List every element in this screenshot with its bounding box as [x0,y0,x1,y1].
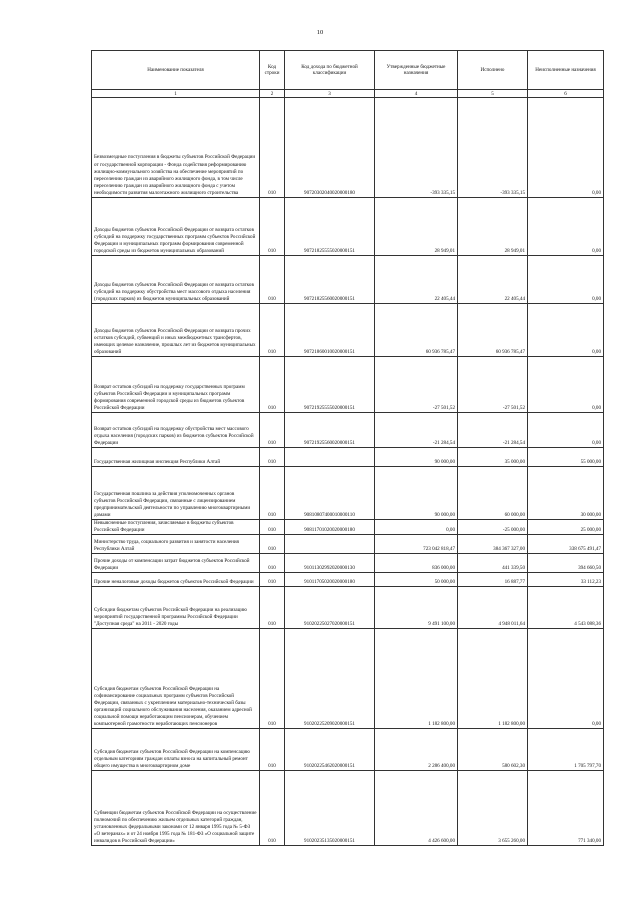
row-name: Возврат остатков субсидий на поддержку обустройства мест массового отдыха населения (городских парков) из бюджетов субъектов Российской Федерации [92,413,260,448]
table-row [92,771,604,846]
header-executed: Исполнено [458,51,528,90]
row-name: Субсидии бюджетам субъектов Российской Федерации на реализацию мероприятий государственной программы Российской Федерации "Доступная среда" на 2011 - 2020 годы [92,587,260,629]
row-unexecuted: 0,00 [528,413,604,448]
header-name: Наименование показателя [92,51,260,90]
column-number: 4 [375,90,458,98]
row-classification: 90721825555020000151 [285,198,375,256]
row-approved: 0,00 [375,520,458,535]
row-unexecuted: 55 000,00 [528,448,604,467]
row-unexecuted: 0,00 [528,198,604,256]
row-classification: 91011705020020000180 [285,573,375,587]
row-classification: 91020225462020000151 [285,729,375,771]
row-executed: -27 501,52 [458,357,528,413]
row-name: Доходы бюджетов субъектов Российской Федерации от возврата прочих остатков субсидий, субвенций и иных межбюджетных трансфертов, имеющих целевое назначение, прошлых лет из бюджетов муниципальных образований [92,304,260,357]
row-line-code: 010 [260,467,285,520]
table-row [92,198,604,256]
row-approved: 2 286 400,00 [375,729,458,771]
row-line-code: 010 [260,573,285,587]
table-row [92,256,604,304]
row-unexecuted: 0,00 [528,256,604,304]
table-row [92,587,604,629]
row-line-code: 010 [260,535,285,554]
row-approved: 60 936 785,47 [375,304,458,357]
row-name: Министерство труда, социального развития и занятости населения Республики Алтай [92,535,260,554]
row-line-code: 010 [260,357,285,413]
row-approved: 723 042 818,47 [375,535,458,554]
row-line-code: 010 [260,554,285,573]
row-line-code: 010 [260,198,285,256]
header-approved: Утвержденные бюджетные назначения [375,51,458,90]
row-unexecuted: 1 705 797,70 [528,729,604,771]
row-name: Государственная жилищная инспекция Республики Алтай [92,448,260,467]
row-name: Субвенции бюджетам субъектов Российской Федерации на осуществление полномочий по обеспечению жильем отдельных категорий граждан, установленных федеральными законами от 12 января 1995 года № 5-ФЗ «О ветеранах» и от 24 ноября 1995 года № 181-ФЗ «О социальной защите инвалидов в Российской Федерации» [92,771,260,846]
row-line-code: 010 [260,771,285,846]
table-row [92,554,604,573]
table-body [92,98,604,846]
row-name: Субсидия бюджетам субъектов Российской Федерации на компенсацию отдельным категориям граждан оплаты взноса на капитальный ремонт общего имущества в многоквартирном доме [92,729,260,771]
table-row [92,729,604,771]
row-executed: 60 000,00 [458,467,528,520]
row-line-code: 010 [260,256,285,304]
income-table [91,50,604,846]
row-approved: 9 491 100,00 [375,587,458,629]
row-approved: -393 335,15 [375,98,458,198]
row-executed: 441 339,50 [458,554,528,573]
row-unexecuted: 30 000,00 [528,467,604,520]
row-executed: 1 182 800,00 [458,629,528,729]
row-name: Прочие доходы от компенсации затрат бюджетов субъектов Российской Федерации [92,554,260,573]
row-approved: -21 284,54 [375,413,458,448]
row-unexecuted: 338 675 491,47 [528,535,604,554]
row-classification: 90811701020020000180 [285,520,375,535]
row-executed: -25 000,00 [458,520,528,535]
row-name: Безвозмездные поступления в бюджеты субъектов Российской Федерации от государственной корпорации - Фонда содействия реформированию жилищно-коммунального хозяйства на обеспечение мероприятий по переселению граждан из аварийного жилищного фонда, в том числе переселению граждан из аварийного жилищного фонда с учетом необходимости развития малоэтажного жилищного строительства [92,98,260,198]
row-name: Доходы бюджетов субъектов Российской Федерации от возврата остатков субсидий на поддержку государственных программ субъектов Российской Федерации и муниципальных программ формирования современной городской среды из бюджетов муниципальных образований [92,198,260,256]
row-line-code: 010 [260,629,285,729]
table-row [92,357,604,413]
row-unexecuted: 0,00 [528,629,604,729]
row-classification: 91020225209020000151 [285,629,375,729]
header-unexecuted: Неисполненные назначения [528,51,604,90]
row-unexecuted: 25 000,00 [528,520,604,535]
row-classification [285,448,375,467]
row-name: Возврат остатков субсидий на поддержку государственных программ субъектов Российской Федерации и муниципальных программ формирования современной городской среды из бюджетов субъектов Российской Федерации [92,357,260,413]
column-number: 3 [285,90,375,98]
row-line-code: 010 [260,448,285,467]
table-row [92,520,604,535]
row-executed: -393 335,15 [458,98,528,198]
row-name: Прочие неналоговые доходы бюджетов субъектов Российской Федерации [92,573,260,587]
row-classification: 90720302040020000180 [285,98,375,198]
row-approved: -27 501,52 [375,357,458,413]
row-approved: 90 000,00 [375,448,458,467]
row-executed: 28 949,01 [458,198,528,256]
row-unexecuted: 4 543 088,36 [528,587,604,629]
row-classification: 90721925560020000151 [285,413,375,448]
row-approved: 50 000,00 [375,573,458,587]
page-number: 10 [316,29,324,36]
row-approved: 28 949,01 [375,198,458,256]
row-unexecuted: 0,00 [528,357,604,413]
row-approved: 4 426 600,00 [375,771,458,846]
row-executed: 3 655 260,00 [458,771,528,846]
header-line-code: Код строки [260,51,285,90]
row-line-code: 010 [260,520,285,535]
table-row [92,304,604,357]
row-classification: 90721925555020000151 [285,357,375,413]
table-row [92,448,604,467]
row-classification: 90721860010020000151 [285,304,375,357]
row-executed: 4 948 011,64 [458,587,528,629]
row-unexecuted: 33 112,23 [528,573,604,587]
row-classification [285,535,375,554]
row-classification: 91011302992020000130 [285,554,375,573]
table-row [92,413,604,448]
row-unexecuted: 0,00 [528,304,604,357]
table-row [92,573,604,587]
row-approved: 90 000,00 [375,467,458,520]
row-unexecuted: 394 660,50 [528,554,604,573]
row-executed: -21 284,54 [458,413,528,448]
table-row [92,535,604,554]
row-name: Невыясненные поступления, зачисляемые в бюджеты субъектов Российской Федерации [92,520,260,535]
header-classification: Код дохода по бюджетной классификации [285,51,375,90]
row-executed: 384 367 327,00 [458,535,528,554]
row-name: Субсидия бюджетам субъектов Российской Федерации на софинансирование социальных программ субъектов Российской Федерации, связанных с укреплением материально-технической базы организаций социального обслуживания населения, оказанием адресной социальной помощи неработающим пенсионерам, обучением компьютерной грамотности неработающих пенсионеров [92,629,260,729]
row-executed: 60 936 785,47 [458,304,528,357]
row-line-code: 010 [260,413,285,448]
row-classification: 90810807400010000110 [285,467,375,520]
row-line-code: 010 [260,304,285,357]
column-number: 2 [260,90,285,98]
row-line-code: 010 [260,587,285,629]
table-row [92,629,604,729]
column-numbers-row [92,90,604,98]
row-name: Доходы бюджетов субъектов Российской Федерации от возврата остатков субсидий на поддержку обустройства мест массового отдыха населения (городских парков) из бюджетов муниципальных образований [92,256,260,304]
table-row [92,98,604,198]
row-executed: 22 405,44 [458,256,528,304]
row-executed: 580 602,30 [458,729,528,771]
row-unexecuted: 771 340,00 [528,771,604,846]
row-classification: 91020235135020000151 [285,771,375,846]
row-name: Государственная пошлина за действия уполномоченных органов субъектов Российской Федерации, связанные с лицензированием предпринимательской деятельности по управлению многоквартирными домами [92,467,260,520]
table-row [92,467,604,520]
row-line-code: 010 [260,729,285,771]
row-classification: 91020225027020000151 [285,587,375,629]
column-number: 5 [458,90,528,98]
column-number: 1 [92,90,260,98]
row-approved: 22 405,44 [375,256,458,304]
row-approved: 1 182 800,00 [375,629,458,729]
row-executed: 35 000,00 [458,448,528,467]
row-unexecuted: 0,00 [528,98,604,198]
row-executed: 16 887,77 [458,573,528,587]
column-number: 6 [528,90,604,98]
row-approved: 836 000,00 [375,554,458,573]
header-row [92,51,604,90]
row-line-code: 010 [260,98,285,198]
row-classification: 90721825560020000151 [285,256,375,304]
